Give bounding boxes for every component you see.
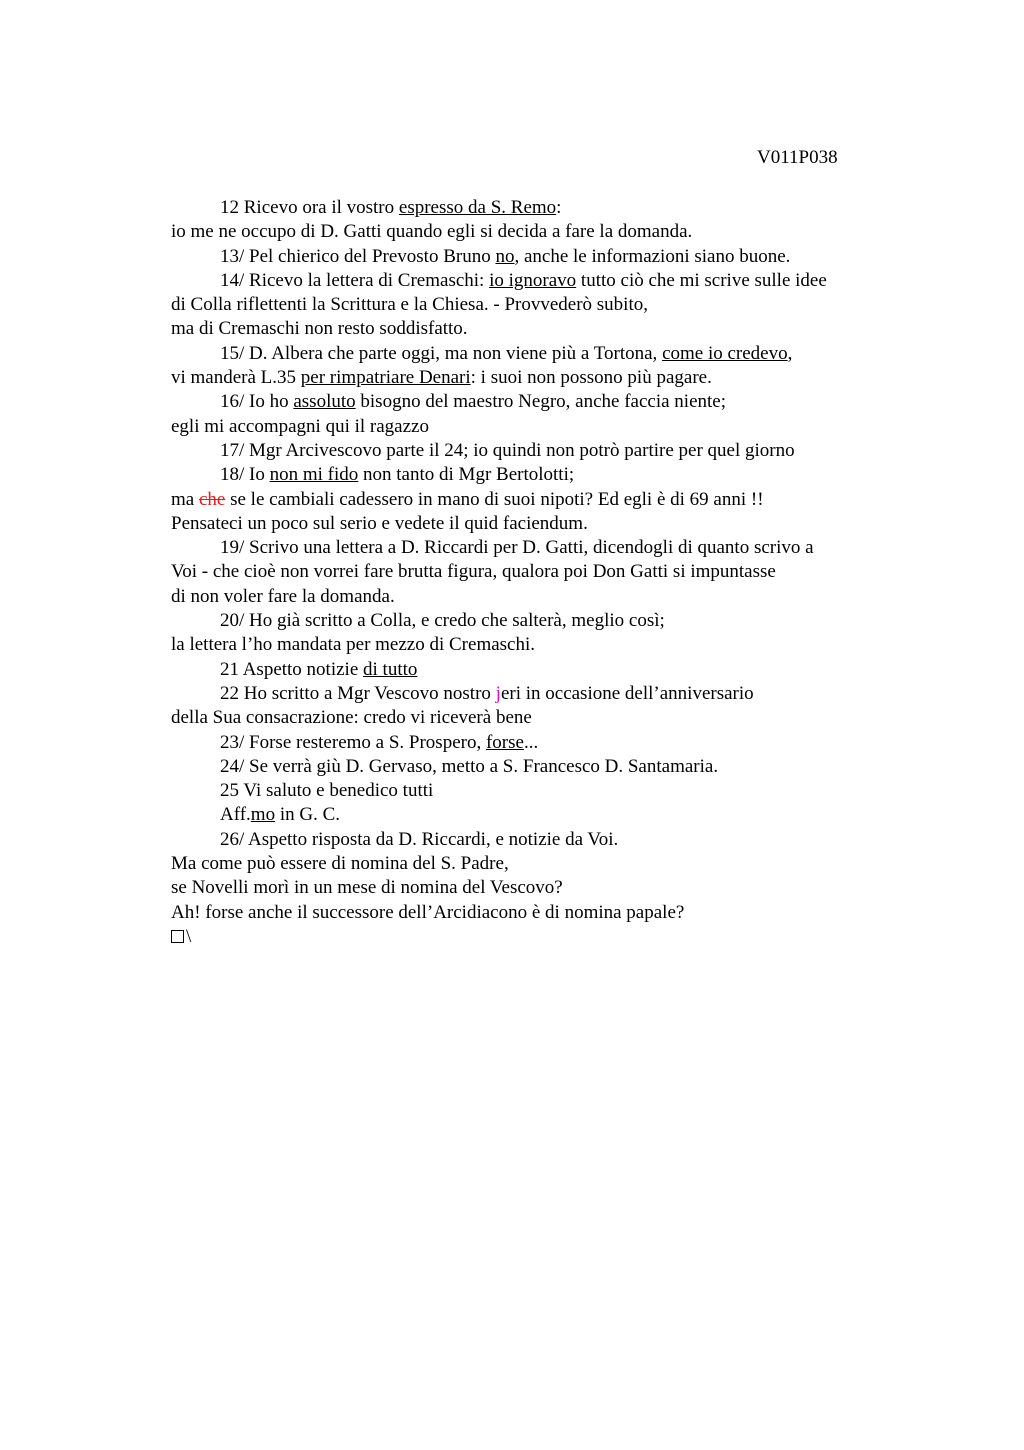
letter-body	[171, 196, 971, 949]
text-line: 16/ Io ho assoluto bisogno del maestro Negro, anche faccia niente;	[220, 391, 726, 413]
text-line: ma di Cremaschi non resto soddisfatto.	[171, 318, 468, 340]
text-line: Voi - che cioè non vorrei fare brutta figura, qualora poi Don Gatti si impuntasse	[171, 561, 776, 583]
text-line: 20/ Ho già scritto a Colla, e credo che salterà, meglio così;	[220, 610, 665, 632]
text-line: io me ne occupo di D. Gatti quando egli si decida a fare la domanda.	[171, 221, 693, 243]
checkbox-square-icon	[171, 930, 184, 943]
text-line: di Colla riflettenti la Scrittura e la Chiesa. - Provvederò subito,	[171, 294, 648, 316]
underlined-text: come io credevo	[662, 342, 788, 364]
text-line: la lettera l’ho mandata per mezzo di Cremaschi.	[171, 634, 536, 656]
underlined-text: mo	[250, 804, 276, 826]
deleted-text: che	[198, 488, 226, 510]
text-line: Pensateci un poco sul serio e vedete il quid faciendum.	[171, 512, 588, 534]
text-line: 15/ D. Albera che parte oggi, ma non viene più a Tortona, come io credevo,	[220, 342, 793, 364]
text-line: 25 Vi saluto e benedico tutti	[220, 780, 434, 802]
underlined-text: per rimpatriare Denari	[300, 367, 471, 389]
underlined-text: no	[495, 245, 515, 267]
text-line: 13/ Pel chierico del Prevosto Bruno no, anche le informazioni siano buone.	[220, 245, 791, 267]
text-line: Ma come può essere di nomina del S. Padre,	[171, 853, 509, 875]
text-line: ma che se le cambiali cadessero in mano di suoi nipoti? Ed egli è di 69 anni !!	[171, 488, 764, 510]
end-marker-line: \	[171, 925, 971, 949]
inserted-text: j	[495, 682, 501, 704]
text-line: 21 Aspetto notizie di tutto	[220, 658, 418, 680]
document-id: V011P038	[757, 147, 838, 168]
text-line: egli mi accompagni qui il ragazzo	[171, 415, 429, 437]
underlined-text: io ignoravo	[489, 269, 577, 291]
text-line: 19/ Scrivo una lettera a D. Riccardi per D. Gatti, dicendogli di quanto scrivo a	[220, 537, 814, 559]
text-line: vi manderà L.35 per rimpatriare Denari: i suoi non possono più pagare.	[171, 367, 712, 389]
text-line: 17/ Mgr Arcivescovo parte il 24; io quindi non potrò partire per quel giorno	[220, 439, 795, 461]
text-line: 22 Ho scritto a Mgr Vescovo nostro jeri in occasione dell’anniversario	[220, 682, 754, 704]
text-line: della Sua consacrazione: credo vi riceverà bene	[171, 707, 532, 729]
underlined-text: forse	[485, 731, 524, 753]
text-line: 14/ Ricevo la lettera di Cremaschi: io ignoravo tutto ciò che mi scrive sulle idee	[220, 269, 827, 291]
underlined-text: di tutto	[363, 658, 418, 680]
text-line: Ah! forse anche il successore dell’Arcidiacono è di nomina papale?	[171, 901, 685, 923]
underlined-text: assoluto	[293, 391, 356, 413]
text-line: di non voler fare la domanda.	[171, 585, 395, 607]
signature-line: Aff.mo in G. C.	[220, 804, 341, 826]
underlined-text: espresso da S. Remo	[398, 197, 557, 218]
text-line: 26/ Aspetto risposta da D. Riccardi, e notizie da Voi.	[220, 828, 619, 850]
text-line: 12 Ricevo ora il vostro espresso da S. Remo:	[220, 197, 562, 218]
text-line: 18/ Io non mi fido non tanto di Mgr Bertolotti;	[220, 464, 575, 486]
text-line: se Novelli morì in un mese di nomina del Vescovo?	[171, 877, 563, 899]
text-line: 24/ Se verrà giù D. Gervaso, metto a S. Francesco D. Santamaria.	[220, 755, 719, 777]
text-line: 23/ Forse resteremo a S. Prospero, forse...	[220, 731, 539, 753]
underlined-text: non mi fido	[269, 464, 359, 486]
